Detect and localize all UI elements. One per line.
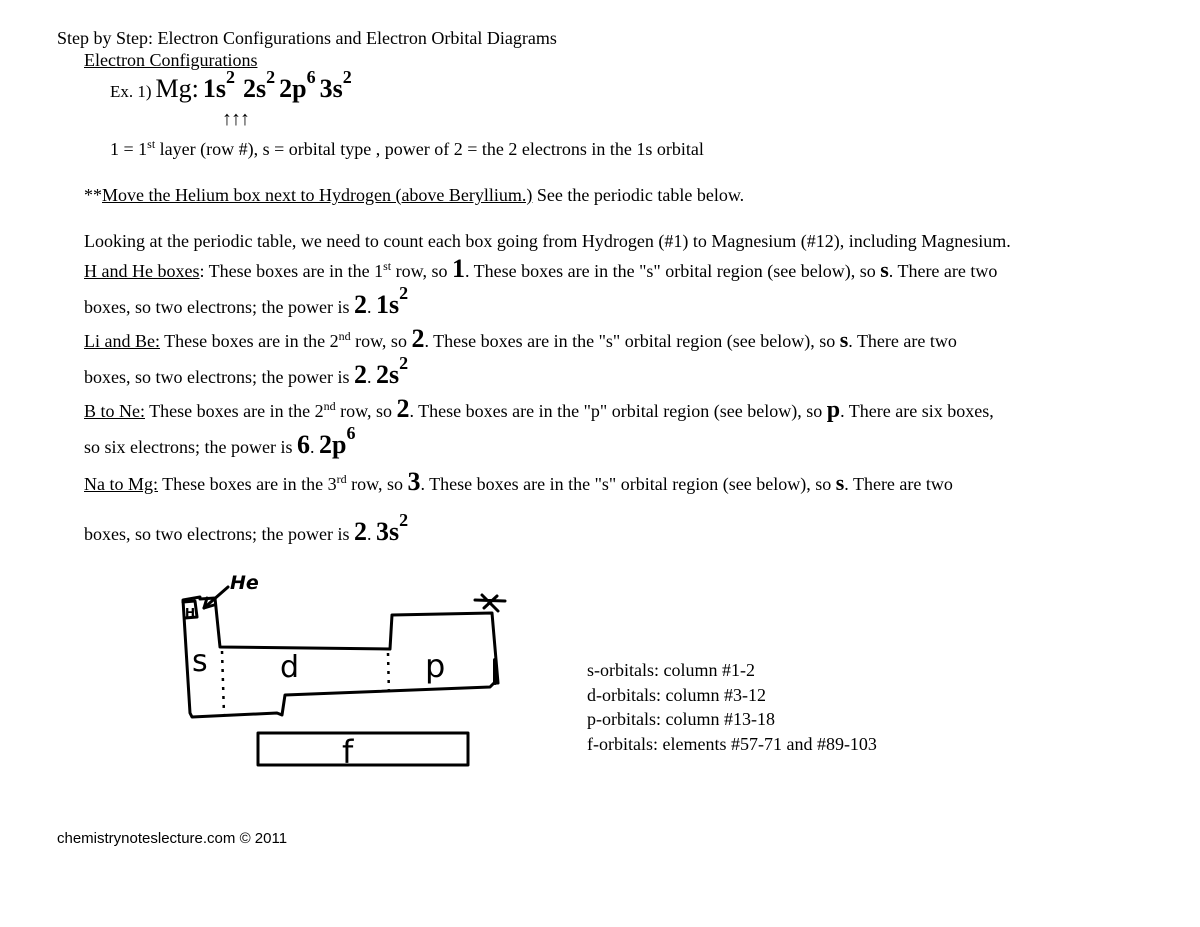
orbital-legend	[587, 658, 877, 756]
config-term: $1s^2$	[202, 67, 236, 103]
step-line: boxes, so two electrons; the power is 2. $3s^2$	[84, 510, 409, 546]
legend-item: f-orbitals: elements #57-71 and #89-103	[587, 733, 877, 754]
legend-item: s-orbitals: column #1-2	[587, 660, 755, 680]
config-term: $2s^2$	[243, 67, 276, 103]
f-block-label: f	[342, 733, 354, 771]
step-line: Li and Be: These boxes are in the 2nd row, so 2. These boxes are in the "s" orbital region (see below), so s. There are two	[84, 324, 957, 353]
example-label: Ex. 1)	[110, 82, 152, 101]
legend-item: d-orbitals: column #3-12	[587, 684, 766, 705]
step-line: B to Ne: These boxes are in the 2nd row, so 2. These boxes are in the "p" orbital region (see below), so p. There are six boxes,	[84, 394, 994, 423]
page-title: Step by Step: Electron Configurations and Electron Orbital Diagrams	[57, 28, 557, 48]
s-block-label: s	[192, 644, 208, 679]
step-line: H and He boxes: These boxes are in the 1st row, so 1. These boxes are in the "s" orbital region (see below), so s. There are two	[84, 254, 998, 283]
example-element: Mg:	[155, 74, 199, 103]
section-heading: Electron Configurations	[84, 50, 258, 70]
periodic-table-sketch	[170, 565, 520, 775]
intro-text: Looking at the periodic table, we need to count each box going from Hydrogen (#1) to Magnesium (#12), including Magnesium.	[84, 231, 1011, 251]
step-line: boxes, so two electrons; the power is 2. $1s^2$	[84, 283, 409, 319]
step-line: Na to Mg: These boxes are in the 3rd row, so 3. These boxes are in the "s" orbital region (see below), so s. There are two	[84, 467, 953, 496]
footer-credit: chemistrynoteslecture.com © 2011	[57, 830, 288, 847]
step-line: boxes, so two electrons; the power is 2. $2s^2$	[84, 353, 409, 389]
p-block-label: p	[425, 647, 446, 685]
h-label: H	[185, 606, 196, 620]
config-term: $2p^6$	[279, 67, 316, 103]
example-line	[110, 67, 352, 104]
legend-item: p-orbitals: column #13-18	[587, 709, 775, 729]
f-block	[258, 733, 468, 765]
table-outline	[183, 597, 498, 717]
d-block-label: d	[280, 650, 300, 685]
x-mark	[475, 595, 505, 611]
example-explanation: 1 = 1st layer (row #), s = orbital type , power of 2 = the 2 electrons in the 1s orbital	[110, 137, 704, 159]
note-line: **Move the Helium box next to Hydrogen (above Beryllium.) See the periodic table below.	[84, 185, 745, 205]
he-label: He	[230, 572, 259, 594]
step-line: so six electrons; the power is 6. $2p^6$	[84, 423, 356, 459]
config-term: $3s^2$	[319, 67, 352, 103]
arrows-icon: ↑↑↑	[222, 108, 249, 130]
